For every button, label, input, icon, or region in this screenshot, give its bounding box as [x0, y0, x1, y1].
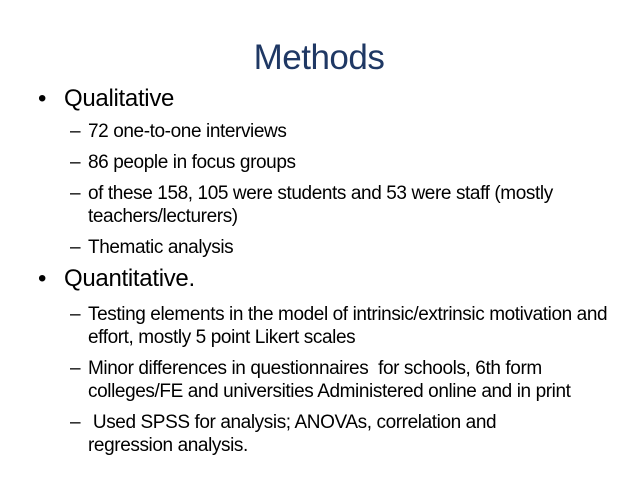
dash-marker: –	[70, 152, 81, 173]
list-item-text: Testing elements in the model of intrinsic/extrinsic motivation and effort, mostly 5 point Likert scales	[88, 304, 613, 348]
list-item-text: Thematic analysis	[88, 237, 234, 258]
list-item-text: 86 people in focus groups	[88, 152, 296, 173]
dash-marker: –	[70, 358, 81, 379]
list-item-text: of these 158, 105 were students and 53 were staff (mostly teachers/lecturers)	[88, 183, 558, 227]
dash-marker: –	[70, 237, 81, 258]
bullet-marker: •	[38, 265, 47, 292]
list-item	[70, 236, 630, 259]
dash-marker: –	[70, 412, 81, 433]
list-item-text: 72 one-to-one interviews	[88, 121, 287, 142]
list-item-text: Used SPSS for analysis; ANOVAs, correlation and regression analysis.	[88, 412, 502, 456]
slide-title: Methods	[253, 38, 385, 77]
section-heading: Qualitative	[64, 85, 175, 112]
dash-marker: –	[70, 183, 81, 204]
bullet-marker: •	[38, 85, 47, 112]
dash-marker: –	[70, 121, 81, 142]
list-item	[70, 182, 590, 228]
list-item	[70, 120, 630, 143]
list-item	[70, 357, 618, 403]
list-item	[70, 411, 540, 457]
list-item	[70, 151, 630, 174]
list-item	[70, 303, 618, 349]
dash-marker: –	[70, 304, 81, 325]
section-heading: Quantitative.	[64, 265, 195, 292]
list-item-text: Minor differences in questionnaires for schools, 6th form colleges/FE and universities Administered online and in print	[88, 358, 571, 402]
